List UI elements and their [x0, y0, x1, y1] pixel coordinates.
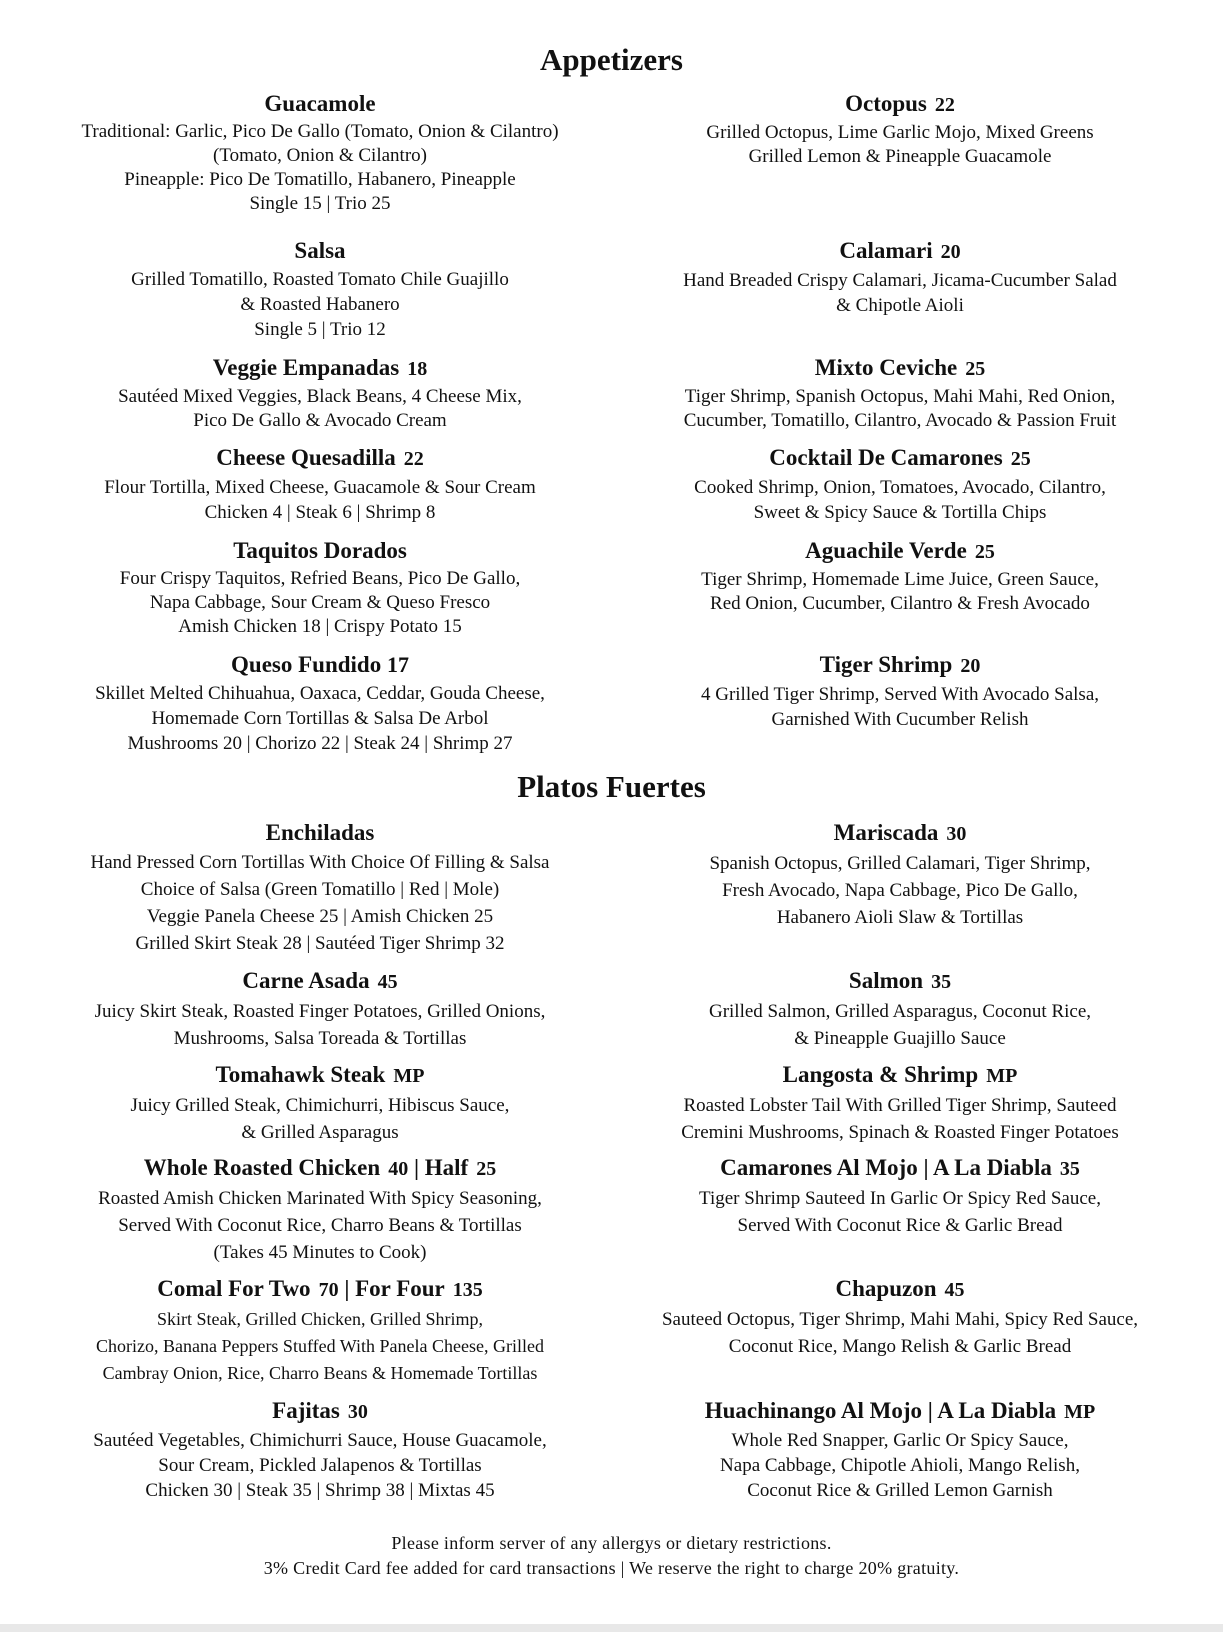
item-name: Octopus 22	[845, 91, 955, 116]
item-name: Cheese Quesadilla 22	[216, 445, 424, 470]
item-price: 18	[407, 358, 428, 380]
item-desc-line: Coconut Rice & Grilled Lemon Garnish	[747, 1480, 1053, 1501]
menu-item-veggie-empanadas	[30, 354, 610, 433]
menu-item-guacamole	[30, 90, 610, 216]
item-desc-line: Sautéed Vegetables, Chimichurri Sauce, House Guacamole,	[93, 1430, 547, 1451]
item-name: Taquitos Dorados	[233, 538, 407, 563]
menu-item-salmon	[610, 967, 1190, 1052]
platos-fuertes-heading: Platos Fuertes	[517, 769, 706, 804]
item-name: Langosta & Shrimp MP	[782, 1062, 1018, 1087]
item-name: Mixto Ceviche 25	[814, 355, 986, 380]
menu-item-comal	[30, 1275, 610, 1387]
item-price: 70	[318, 1279, 339, 1301]
item-price: 22	[934, 94, 955, 116]
item-desc-line: & Roasted Habanero	[240, 294, 400, 315]
item-desc-line: Traditional: Garlic, Pico De Gallo (Tomato, Onion & Cilantro)	[81, 121, 559, 142]
item-name: Calamari 20	[839, 238, 961, 263]
item-price: 20	[940, 241, 961, 263]
item-desc-line: Sweet & Spicy Sauce & Tortilla Chips	[753, 502, 1047, 523]
item-desc-line: Skillet Melted Chihuahua, Oaxaca, Ceddar, Gouda Cheese,	[95, 683, 545, 704]
menu-item-calamari	[610, 237, 1190, 318]
item-desc-line: Sautéed Mixed Veggies, Black Beans, 4 Cheese Mix,	[118, 386, 522, 407]
item-desc-line: Habanero Aioli Slaw & Tortillas	[776, 907, 1024, 928]
item-desc-line: Flour Tortilla, Mixed Cheese, Guacamole & Sour Cream	[104, 477, 536, 498]
item-price: 45	[377, 971, 398, 993]
item-desc-line: & Chipotle Aioli	[836, 295, 964, 316]
item-desc-line: Four Crispy Taquitos, Refried Beans, Pico De Gallo,	[119, 568, 521, 589]
menu-item-huachinango	[610, 1397, 1190, 1503]
footer-fee-line: 3% Credit Card fee added for card transactions | We reserve the right to charge 20% gratuity.	[263, 1558, 960, 1578]
item-desc-line: & Pineapple Guajillo Sauce	[794, 1028, 1006, 1049]
item-price: 30	[946, 823, 967, 845]
item-name: Carne Asada 45	[242, 968, 398, 993]
item-desc-line: Chicken 4 | Steak 6 | Shrimp 8	[204, 502, 436, 523]
item-name: Queso Fundido 17	[231, 652, 409, 677]
menu-item-fajitas	[30, 1397, 610, 1503]
item-name: Veggie Empanadas 18	[212, 355, 428, 380]
item-name: Whole Roasted Chicken 40 | Half 25	[143, 1155, 497, 1180]
item-desc-line: Veggie Panela Cheese 25 | Amish Chicken 25	[146, 906, 494, 927]
item-desc-line: Garnished With Cucumber Relish	[771, 709, 1029, 730]
item-desc-line: Skirt Steak, Grilled Chicken, Grilled Shrimp,	[157, 1309, 483, 1329]
item-desc-line: Homemade Corn Tortillas & Salsa De Arbol	[151, 708, 489, 729]
item-desc-line: Coconut Rice, Mango Relish & Garlic Bread	[728, 1336, 1072, 1357]
footer-notice	[0, 1531, 1223, 1581]
menu-item-langosta-shrimp	[610, 1061, 1190, 1146]
item-price: 25	[1010, 448, 1031, 470]
item-desc-line: Juicy Skirt Steak, Roasted Finger Potatoes, Grilled Onions,	[94, 1001, 546, 1022]
footer-allergy-line: Please inform server of any allergys or dietary restrictions.	[391, 1533, 832, 1553]
item-price: 30	[347, 1401, 368, 1423]
menu-item-taquitos-dorados	[30, 537, 610, 639]
item-desc-line: Grilled Salmon, Grilled Asparagus, Coconut Rice,	[708, 1001, 1092, 1022]
item-price: 40	[388, 1158, 409, 1180]
menu-item-tiger-shrimp	[610, 651, 1190, 732]
item-desc-line: Pineapple: Pico De Tomatillo, Habanero, Pineapple	[124, 169, 516, 190]
item-desc-line: Served With Coconut Rice, Charro Beans & Tortillas	[118, 1215, 522, 1236]
menu-item-tomahawk-steak	[30, 1061, 610, 1146]
menu-item-octopus	[610, 90, 1190, 169]
item-desc-line: Cooked Shrimp, Onion, Tomatoes, Avocado, Cilantro,	[694, 477, 1106, 498]
item-name: Aguachile Verde 25	[805, 538, 995, 563]
item-desc-line: Juicy Grilled Steak, Chimichurri, Hibiscus Sauce,	[130, 1095, 510, 1116]
item-desc-line: Mushrooms 20 | Chorizo 22 | Steak 24 | Shrimp 27	[127, 733, 513, 754]
item-price-four: 135	[452, 1279, 483, 1301]
item-desc-line: Tiger Shrimp, Spanish Octopus, Mahi Mahi, Red Onion,	[684, 386, 1116, 407]
menu-item-cocktail-de-camarones	[610, 444, 1190, 525]
item-desc-line: Single 5 | Trio 12	[254, 319, 386, 340]
menu-item-enchiladas	[30, 819, 610, 957]
bottom-divider	[0, 1624, 1223, 1632]
item-desc-line: Served With Coconut Rice & Garlic Bread	[737, 1215, 1063, 1236]
item-name: Comal For Two 70 | For Four 135	[157, 1276, 483, 1301]
menu-item-carne-asada	[30, 967, 610, 1052]
item-desc-line: & Grilled Asparagus	[241, 1122, 399, 1143]
item-desc-line: Chicken 30 | Steak 35 | Shrimp 38 | Mixtas 45	[145, 1480, 495, 1501]
item-name: Tiger Shrimp 20	[819, 652, 981, 677]
item-desc-line: Whole Red Snapper, Garlic Or Spicy Sauce,	[731, 1430, 1069, 1451]
item-price: 25	[974, 541, 995, 563]
menu-item-aguachile-verde	[610, 537, 1190, 616]
item-price: 35	[1059, 1158, 1080, 1180]
menu-item-chapuzon	[610, 1275, 1190, 1360]
item-name: Fajitas 30	[272, 1398, 368, 1423]
item-desc-line: Napa Cabbage, Chipotle Ahioli, Mango Relish,	[720, 1455, 1080, 1476]
item-desc-line: Single 15 | Trio 25	[249, 193, 391, 214]
item-desc-line: Grilled Lemon & Pineapple Guacamole	[748, 146, 1052, 167]
appetizers-heading: Appetizers	[540, 42, 683, 77]
item-desc-line: Roasted Lobster Tail With Grilled Tiger Shrimp, Sauteed	[683, 1095, 1117, 1116]
item-desc-line: Roasted Amish Chicken Marinated With Spicy Seasoning,	[98, 1188, 542, 1209]
item-price: 17	[386, 652, 409, 677]
item-desc-line: Sour Cream, Pickled Jalapenos & Tortillas	[158, 1455, 482, 1476]
item-name: Enchiladas	[265, 820, 375, 845]
item-name: Guacamole	[264, 91, 376, 116]
menu-item-whole-roasted-chicken	[30, 1154, 610, 1266]
item-desc-line: (Takes 45 Minutes to Cook)	[213, 1242, 427, 1263]
item-desc-line: Hand Breaded Crispy Calamari, Jicama-Cucumber Salad	[683, 270, 1117, 291]
item-desc-line: Fresh Avocado, Napa Cabbage, Pico De Gallo,	[722, 880, 1078, 901]
item-desc-line: Tiger Shrimp, Homemade Lime Juice, Green Sauce,	[701, 569, 1099, 590]
menu-item-cheese-quesadilla	[30, 444, 610, 525]
item-desc-line: Mushrooms, Salsa Toreada & Tortillas	[173, 1028, 467, 1049]
item-name: Cocktail De Camarones 25	[769, 445, 1031, 470]
item-desc-line: Napa Cabbage, Sour Cream & Queso Fresco	[149, 592, 491, 613]
item-price: 35	[931, 971, 952, 993]
item-desc-line: Choice of Salsa (Green Tomatillo | Red | Mole)	[140, 879, 500, 900]
item-price-half: 25	[476, 1158, 497, 1180]
item-name: Salmon 35	[848, 968, 952, 993]
item-desc-line: Sauteed Octopus, Tiger Shrimp, Mahi Mahi, Spicy Red Sauce,	[661, 1309, 1139, 1330]
item-name: Huachinango Al Mojo | A La Diabla MP	[704, 1398, 1096, 1423]
item-price: 45	[944, 1279, 965, 1301]
item-name: Mariscada 30	[833, 820, 967, 845]
item-name: Chapuzon 45	[835, 1276, 965, 1301]
item-price: MP	[986, 1065, 1018, 1087]
item-price: MP	[1064, 1401, 1096, 1423]
item-price: 22	[403, 448, 424, 470]
item-name: Camarones Al Mojo | A La Diabla 35	[720, 1155, 1080, 1180]
menu-item-mixto-ceviche	[610, 354, 1190, 433]
item-desc-line: Hand Pressed Corn Tortillas With Choice Of Filling & Salsa	[90, 852, 550, 873]
item-desc-line: Red Onion, Cucumber, Cilantro & Fresh Avocado	[710, 593, 1090, 614]
item-desc-line: Tiger Shrimp Sauteed In Garlic Or Spicy Red Sauce,	[699, 1188, 1101, 1209]
item-desc-line: Cremini Mushrooms, Spinach & Roasted Finger Potatoes	[681, 1122, 1119, 1143]
menu-item-camarones-al-mojo	[610, 1154, 1190, 1239]
menu-item-mariscada	[610, 819, 1190, 931]
item-desc-line: Amish Chicken 18 | Crispy Potato 15	[178, 616, 462, 637]
item-desc-line: Pico De Gallo & Avocado Cream	[193, 410, 447, 431]
item-desc-line: Grilled Octopus, Lime Garlic Mojo, Mixed Greens	[706, 122, 1094, 143]
item-price: 20	[960, 655, 981, 677]
menu-item-salsa	[30, 237, 610, 342]
item-desc-line: Cucumber, Tomatillo, Cilantro, Avocado & Passion Fruit	[683, 410, 1117, 431]
item-desc-line: 4 Grilled Tiger Shrimp, Served With Avocado Salsa,	[700, 684, 1100, 705]
item-price: MP	[393, 1065, 425, 1087]
menu-item-queso-fundido	[30, 651, 610, 756]
item-name: Tomahawk Steak MP	[215, 1062, 425, 1087]
item-desc-line: Chorizo, Banana Peppers Stuffed With Panela Cheese, Grilled	[95, 1336, 544, 1356]
item-name: Salsa	[294, 238, 346, 263]
item-desc-line: (Tomato, Onion & Cilantro)	[213, 145, 427, 166]
item-desc-line: Grilled Tomatillo, Roasted Tomato Chile Guajillo	[131, 269, 509, 290]
item-price: 25	[965, 358, 986, 380]
item-desc-line: Grilled Skirt Steak 28 | Sautéed Tiger Shrimp 32	[135, 933, 505, 954]
item-desc-line: Spanish Octopus, Grilled Calamari, Tiger Shrimp,	[709, 853, 1091, 874]
item-desc-line: Cambray Onion, Rice, Charro Beans & Homemade Tortillas	[102, 1363, 538, 1383]
